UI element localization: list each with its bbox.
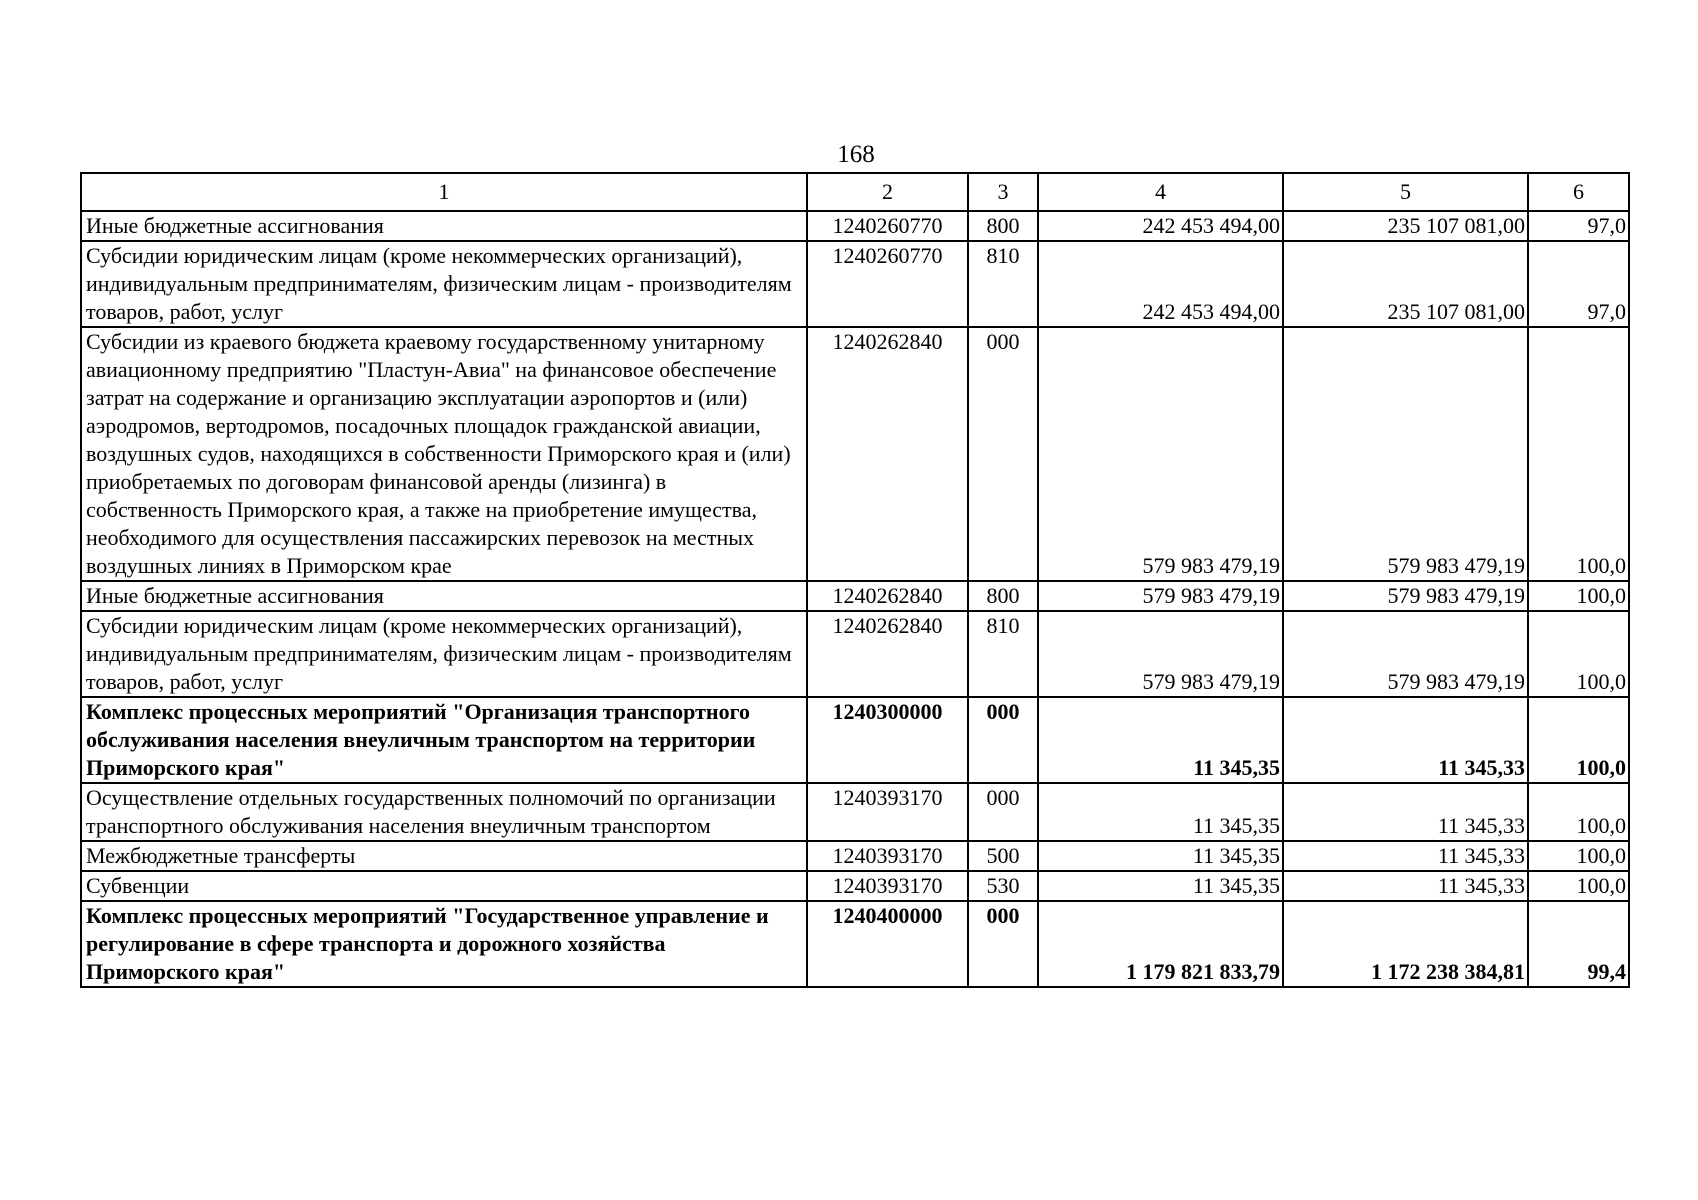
row-name: Субсидии из краевого бюджета краевому государственному унитарному авиационному предприятию "Пластун-Авиа" на финансовое обеспечение затрат на содержание и организацию эксплуатации аэропортов и (или) аэродромов, вертодромов, посадочных площадок гражданской авиации, воздушных судов, находящихся в собственности Приморского края и (или) приобретаемых по договорам финансовой аренды (лизинга) в собственность Приморского края, а также на приобретение имущества, необходимого для осуществления пассажирских перевозок на местных воздушных линиях в Приморском крае <box>81 327 807 581</box>
row-planned: 579 983 479,19 <box>1038 581 1283 611</box>
table-row <box>81 697 1629 783</box>
row-type: 000 <box>968 901 1038 987</box>
row-code: 1240260770 <box>807 241 968 327</box>
row-code: 1240393170 <box>807 871 968 901</box>
row-name: Межбюджетные трансферты <box>81 841 807 871</box>
column-header-4: 4 <box>1038 173 1283 211</box>
column-header-3: 3 <box>968 173 1038 211</box>
page-number: 168 <box>837 141 875 168</box>
row-type: 810 <box>968 611 1038 697</box>
row-code: 1240400000 <box>807 901 968 987</box>
row-actual: 235 107 081,00 <box>1283 241 1528 327</box>
row-name: Иные бюджетные ассигнования <box>81 211 807 241</box>
row-type: 000 <box>968 327 1038 581</box>
table-row <box>81 871 1629 901</box>
row-percent: 97,0 <box>1528 241 1629 327</box>
row-actual: 11 345,33 <box>1283 871 1528 901</box>
row-type: 800 <box>968 581 1038 611</box>
row-planned: 11 345,35 <box>1038 697 1283 783</box>
column-header-row <box>81 173 1629 211</box>
row-actual: 11 345,33 <box>1283 841 1528 871</box>
row-percent: 100,0 <box>1528 581 1629 611</box>
row-planned: 11 345,35 <box>1038 783 1283 841</box>
row-type: 810 <box>968 241 1038 327</box>
column-header-2: 2 <box>807 173 968 211</box>
row-code: 1240262840 <box>807 581 968 611</box>
row-percent: 100,0 <box>1528 783 1629 841</box>
table-row <box>81 611 1629 697</box>
row-type: 530 <box>968 871 1038 901</box>
row-type: 800 <box>968 211 1038 241</box>
row-percent: 100,0 <box>1528 611 1629 697</box>
row-name: Иные бюджетные ассигнования <box>81 581 807 611</box>
row-code: 1240260770 <box>807 211 968 241</box>
row-code: 1240262840 <box>807 611 968 697</box>
table-row <box>81 327 1629 581</box>
row-actual: 579 983 479,19 <box>1283 611 1528 697</box>
table-row <box>81 211 1629 241</box>
row-actual: 579 983 479,19 <box>1283 581 1528 611</box>
column-header-5: 5 <box>1283 173 1528 211</box>
row-percent: 99,4 <box>1528 901 1629 987</box>
row-planned: 11 345,35 <box>1038 841 1283 871</box>
row-name: Субсидии юридическим лицам (кроме некоммерческих организаций), индивидуальным предпринимателям, физическим лицам - производителям товаров, работ, услуг <box>81 611 807 697</box>
row-actual: 235 107 081,00 <box>1283 211 1528 241</box>
column-header-6: 6 <box>1528 173 1629 211</box>
row-planned: 579 983 479,19 <box>1038 327 1283 581</box>
row-actual: 1 172 238 384,81 <box>1283 901 1528 987</box>
row-planned: 242 453 494,00 <box>1038 211 1283 241</box>
row-percent: 100,0 <box>1528 697 1629 783</box>
column-header-1: 1 <box>81 173 807 211</box>
row-name: Субвенции <box>81 871 807 901</box>
row-actual: 11 345,33 <box>1283 783 1528 841</box>
table-row <box>81 241 1629 327</box>
row-name: Комплекс процессных мероприятий "Организация транспортного обслуживания населения внеуличным транспортом на территории Приморского края" <box>81 697 807 783</box>
row-percent: 100,0 <box>1528 871 1629 901</box>
row-planned: 579 983 479,19 <box>1038 611 1283 697</box>
row-code: 1240393170 <box>807 783 968 841</box>
row-name: Комплекс процессных мероприятий "Государственное управление и регулирование в сфере транспорта и дорожного хозяйства Приморского края" <box>81 901 807 987</box>
row-type: 500 <box>968 841 1038 871</box>
table-row <box>81 783 1629 841</box>
row-planned: 1 179 821 833,79 <box>1038 901 1283 987</box>
row-planned: 11 345,35 <box>1038 871 1283 901</box>
table-row <box>81 901 1629 987</box>
row-code: 1240300000 <box>807 697 968 783</box>
budget-table <box>80 172 1630 988</box>
row-code: 1240262840 <box>807 327 968 581</box>
row-percent: 97,0 <box>1528 211 1629 241</box>
row-actual: 11 345,33 <box>1283 697 1528 783</box>
row-actual: 579 983 479,19 <box>1283 327 1528 581</box>
row-percent: 100,0 <box>1528 841 1629 871</box>
row-type: 000 <box>968 783 1038 841</box>
row-percent: 100,0 <box>1528 327 1629 581</box>
row-name: Субсидии юридическим лицам (кроме некоммерческих организаций), индивидуальным предпринимателям, физическим лицам - производителям товаров, работ, услуг <box>81 241 807 327</box>
table-row <box>81 581 1629 611</box>
row-name: Осуществление отдельных государственных полномочий по организации транспортного обслуживания населения внеуличным транспортом <box>81 783 807 841</box>
row-code: 1240393170 <box>807 841 968 871</box>
row-planned: 242 453 494,00 <box>1038 241 1283 327</box>
row-type: 000 <box>968 697 1038 783</box>
table-row <box>81 841 1629 871</box>
